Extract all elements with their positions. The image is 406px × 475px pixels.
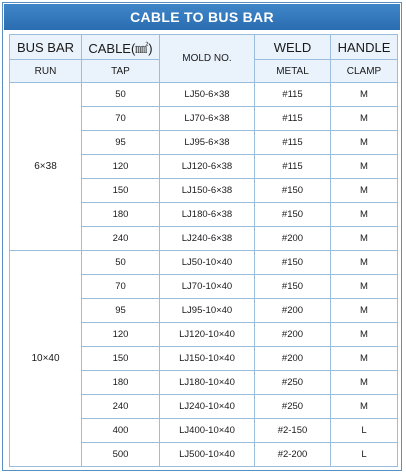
tap-cell: 95 <box>82 299 160 323</box>
tap-cell: 50 <box>82 251 160 275</box>
weld-metal-cell: #250 <box>255 395 331 419</box>
header-mold-no: MOLD NO. <box>160 35 255 83</box>
mold-no-cell: LJ95-10×40 <box>160 299 255 323</box>
bus-bar-run-cell: 10×40 <box>10 251 82 467</box>
header-metal: METAL <box>255 60 331 83</box>
handle-clamp-cell: M <box>331 131 398 155</box>
weld-metal-cell: #150 <box>255 275 331 299</box>
tap-cell: 240 <box>82 227 160 251</box>
table-row <box>10 251 398 275</box>
header-tap: TAP <box>82 60 160 83</box>
mold-no-cell: LJ400-10×40 <box>160 419 255 443</box>
handle-clamp-cell: M <box>331 323 398 347</box>
table-body <box>10 83 398 467</box>
handle-clamp-cell: M <box>331 227 398 251</box>
weld-metal-cell: #150 <box>255 251 331 275</box>
mold-no-cell: LJ240-10×40 <box>160 395 255 419</box>
weld-metal-cell: #115 <box>255 131 331 155</box>
tap-cell: 120 <box>82 155 160 179</box>
mold-no-cell: LJ150-10×40 <box>160 347 255 371</box>
tap-cell: 150 <box>82 347 160 371</box>
mold-no-cell: LJ70-10×40 <box>160 275 255 299</box>
tap-cell: 180 <box>82 203 160 227</box>
handle-clamp-cell: M <box>331 179 398 203</box>
mold-no-cell: LJ180-6×38 <box>160 203 255 227</box>
mold-no-cell: LJ95-6×38 <box>160 131 255 155</box>
handle-clamp-cell: M <box>331 83 398 107</box>
tap-cell: 95 <box>82 131 160 155</box>
mold-no-cell: LJ500-10×40 <box>160 443 255 467</box>
tap-cell: 180 <box>82 371 160 395</box>
header-clamp: CLAMP <box>331 60 398 83</box>
handle-clamp-cell: M <box>331 107 398 131</box>
handle-clamp-cell: M <box>331 347 398 371</box>
handle-clamp-cell: M <box>331 251 398 275</box>
weld-metal-cell: #2-150 <box>255 419 331 443</box>
weld-metal-cell: #200 <box>255 299 331 323</box>
mold-no-cell: LJ180-10×40 <box>160 371 255 395</box>
tap-cell: 500 <box>82 443 160 467</box>
mold-no-cell: LJ150-6×38 <box>160 179 255 203</box>
weld-metal-cell: #200 <box>255 227 331 251</box>
mold-no-cell: LJ70-6×38 <box>160 107 255 131</box>
tap-cell: 50 <box>82 83 160 107</box>
weld-metal-cell: #150 <box>255 179 331 203</box>
header-bus-bar: BUS BAR <box>10 35 82 60</box>
tap-cell: 120 <box>82 323 160 347</box>
weld-metal-cell: #2-200 <box>255 443 331 467</box>
mold-no-cell: LJ120-6×38 <box>160 155 255 179</box>
handle-clamp-cell: M <box>331 299 398 323</box>
tap-cell: 150 <box>82 179 160 203</box>
weld-metal-cell: #200 <box>255 323 331 347</box>
spec-table-panel <box>2 2 402 471</box>
header-weld: WELD <box>255 35 331 60</box>
mold-no-cell: LJ50-6×38 <box>160 83 255 107</box>
weld-metal-cell: #115 <box>255 155 331 179</box>
weld-metal-cell: #150 <box>255 203 331 227</box>
handle-clamp-cell: M <box>331 203 398 227</box>
tap-cell: 70 <box>82 275 160 299</box>
table-row <box>10 83 398 107</box>
mold-no-cell: LJ120-10×40 <box>160 323 255 347</box>
bus-bar-run-cell: 6×38 <box>10 83 82 251</box>
handle-clamp-cell: M <box>331 395 398 419</box>
weld-metal-cell: #250 <box>255 371 331 395</box>
tap-cell: 400 <box>82 419 160 443</box>
header-run: RUN <box>10 60 82 83</box>
table-title: CABLE TO BUS BAR <box>4 4 400 30</box>
tap-cell: 240 <box>82 395 160 419</box>
cable-to-bus-bar-table <box>9 34 398 467</box>
header-handle: HANDLE <box>331 35 398 60</box>
handle-clamp-cell: L <box>331 443 398 467</box>
weld-metal-cell: #115 <box>255 83 331 107</box>
handle-clamp-cell: M <box>331 275 398 299</box>
weld-metal-cell: #200 <box>255 347 331 371</box>
handle-clamp-cell: L <box>331 419 398 443</box>
tap-cell: 70 <box>82 107 160 131</box>
mold-no-cell: LJ240-6×38 <box>160 227 255 251</box>
header-cable: CABLE(㎟) <box>82 35 160 60</box>
weld-metal-cell: #115 <box>255 107 331 131</box>
handle-clamp-cell: M <box>331 155 398 179</box>
handle-clamp-cell: M <box>331 371 398 395</box>
mold-no-cell: LJ50-10×40 <box>160 251 255 275</box>
